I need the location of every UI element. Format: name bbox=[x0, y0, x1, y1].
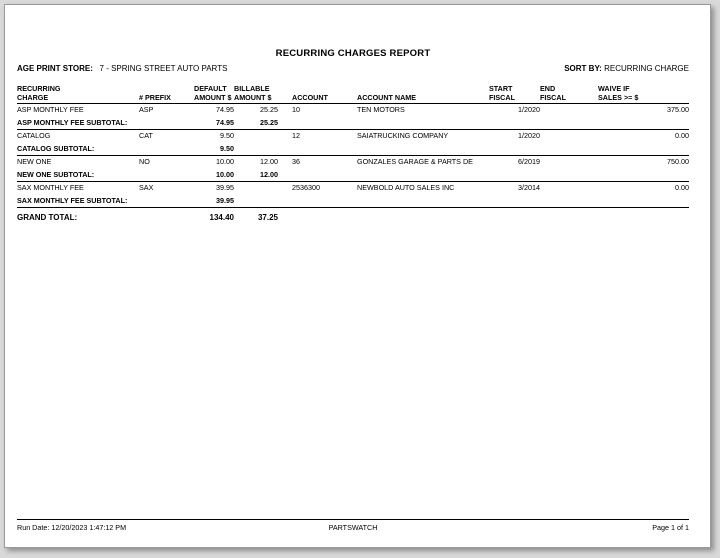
grand-total-default: 134.40 bbox=[209, 213, 234, 222]
end-fiscal-cell bbox=[540, 130, 598, 143]
subtotal-label: CATALOG SUBTOTAL: bbox=[17, 143, 194, 156]
waive-cell: 0.00 bbox=[675, 131, 689, 140]
default-amount-cell: 74.95 bbox=[216, 105, 234, 114]
grand-total-row bbox=[17, 208, 689, 229]
report-page bbox=[4, 4, 711, 548]
subtotal-row bbox=[17, 143, 689, 156]
col-default-amount: DEFAULT AMOUNT $ bbox=[194, 85, 234, 104]
table-row bbox=[17, 156, 689, 169]
col-waive-if: WAIVE IF SALES >= $ bbox=[598, 85, 689, 104]
col-recurring-charge: RECURRING CHARGE bbox=[17, 85, 139, 104]
prefix-cell: NO bbox=[139, 157, 150, 166]
subtotal-default: 74.95 bbox=[194, 117, 234, 130]
subtotal-spacer bbox=[292, 143, 689, 156]
waive-cell: 375.00 bbox=[667, 105, 689, 114]
charge-cell: SAX MONTHLY FEE bbox=[17, 183, 84, 192]
run-date: Run Date: 12/20/2023 1:47:12 PM bbox=[17, 523, 127, 532]
subtotal-default: 10.00 bbox=[194, 169, 234, 182]
billable-amount-cell: 12.00 bbox=[260, 157, 278, 166]
charge-cell: CATALOG bbox=[17, 131, 51, 140]
start-fiscal-cell: 1/2020 bbox=[518, 105, 540, 114]
default-amount-cell: 9.50 bbox=[220, 131, 234, 140]
account-name-cell: NEWBOLD AUTO SALES INC bbox=[357, 183, 455, 192]
prefix-cell: ASP bbox=[139, 105, 154, 114]
account-name-cell: SAIATRUCKING COMPANY bbox=[357, 131, 449, 140]
billable-amount-cell bbox=[234, 182, 292, 195]
account-cell: 36 bbox=[292, 157, 300, 166]
default-amount-cell: 10.00 bbox=[216, 157, 234, 166]
report-body bbox=[17, 5, 689, 547]
start-fiscal-cell: 3/2014 bbox=[518, 183, 540, 192]
grand-total-billable: 37.25 bbox=[257, 213, 278, 222]
account-name-cell: TEN MOTORS bbox=[357, 105, 405, 114]
charge-cell: NEW ONE bbox=[17, 157, 52, 166]
end-fiscal-cell bbox=[540, 104, 598, 117]
col-account-name: ACCOUNT NAME bbox=[357, 85, 489, 104]
account-cell: 12 bbox=[292, 131, 300, 140]
table-row bbox=[17, 182, 689, 195]
prefix-cell: CAT bbox=[139, 131, 153, 140]
subtotal-billable: 12.00 bbox=[234, 169, 292, 182]
end-fiscal-cell bbox=[540, 156, 598, 169]
subtotal-label: ASP MONTHLY FEE SUBTOTAL: bbox=[17, 117, 194, 130]
charges-table bbox=[17, 85, 689, 228]
col-start-fiscal: START FISCAL bbox=[489, 85, 540, 104]
waive-cell: 750.00 bbox=[667, 157, 689, 166]
subtotal-row bbox=[17, 169, 689, 182]
default-amount-cell: 39.95 bbox=[216, 183, 234, 192]
account-name-cell: GONZALES GARAGE & PARTS DE bbox=[357, 157, 473, 166]
billable-amount-cell bbox=[234, 130, 292, 143]
subtotal-row bbox=[17, 117, 689, 130]
subtotal-default: 39.95 bbox=[194, 195, 234, 208]
store-label: AGE PRINT STORE: bbox=[17, 64, 93, 73]
start-fiscal-cell: 1/2020 bbox=[518, 131, 540, 140]
col-prefix: # PREFIX bbox=[139, 85, 194, 104]
end-fiscal-cell bbox=[540, 182, 598, 195]
report-title: RECURRING CHARGES REPORT bbox=[275, 48, 431, 59]
col-end-fiscal: END FISCAL bbox=[540, 85, 598, 104]
table-body bbox=[17, 104, 689, 229]
col-account: ACCOUNT bbox=[292, 85, 357, 104]
charge-cell: ASP MONTHLY FEE bbox=[17, 105, 84, 114]
account-cell: 10 bbox=[292, 105, 300, 114]
billable-amount-cell: 25.25 bbox=[260, 105, 278, 114]
waive-cell: 0.00 bbox=[675, 183, 689, 192]
table-row bbox=[17, 104, 689, 117]
subtotal-default: 9.50 bbox=[194, 143, 234, 156]
start-fiscal-cell: 6/2019 bbox=[518, 157, 540, 166]
col-billable-amount: BILLABLE AMOUNT $ bbox=[234, 85, 292, 104]
subtotal-billable bbox=[234, 143, 292, 156]
store-value: 7 - SPRING STREET AUTO PARTS bbox=[99, 64, 228, 73]
account-cell: 2536300 bbox=[292, 183, 320, 192]
table-row bbox=[17, 130, 689, 143]
sort-label: SORT BY: bbox=[564, 64, 602, 73]
sort-value: RECURRING CHARGE bbox=[604, 64, 689, 73]
grand-total-label: GRAND TOTAL: bbox=[17, 213, 78, 222]
subtotal-billable: 25.25 bbox=[234, 117, 292, 130]
subtotal-spacer bbox=[292, 117, 689, 130]
grand-total-spacer bbox=[292, 208, 689, 229]
subtotal-spacer bbox=[292, 195, 689, 208]
app-name: PARTSWATCH bbox=[328, 523, 378, 532]
table-header-row bbox=[17, 85, 689, 104]
report-footer bbox=[17, 519, 689, 535]
prefix-cell: SAX bbox=[139, 183, 154, 192]
sort-filter bbox=[564, 64, 689, 73]
store-filter bbox=[17, 64, 227, 73]
subtotal-label: SAX MONTHLY FEE SUBTOTAL: bbox=[17, 195, 194, 208]
page-number: Page 1 of 1 bbox=[652, 523, 689, 532]
subtotal-row bbox=[17, 195, 689, 208]
subtotal-label: NEW ONE SUBTOTAL: bbox=[17, 169, 194, 182]
subtotal-billable bbox=[234, 195, 292, 208]
subtotal-spacer bbox=[292, 169, 689, 182]
